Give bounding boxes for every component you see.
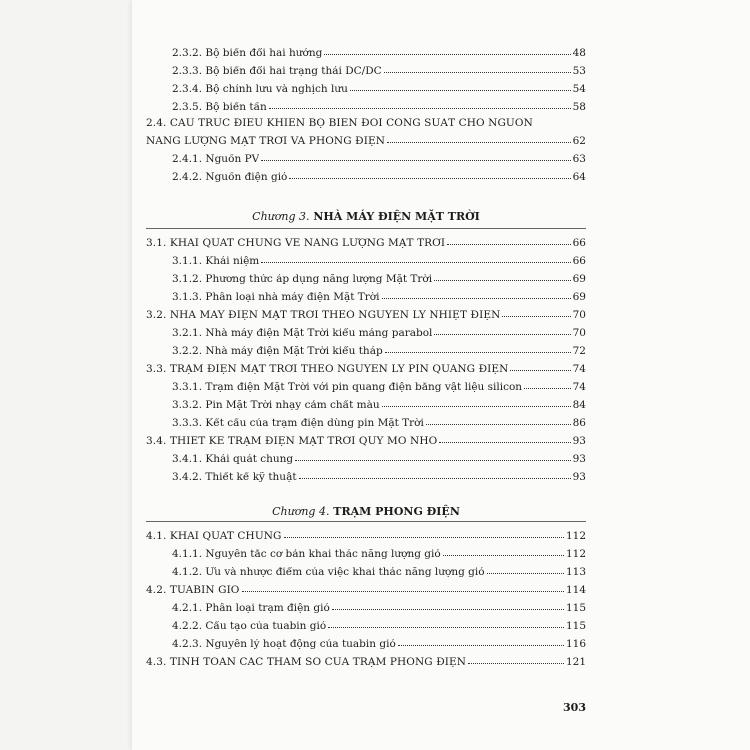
leader-dots xyxy=(242,591,564,592)
toc-entry-title: 3.2. NHÀ MÁY ĐIỆN MẶT TRỜI THEO NGUYÊN LÝ NHIỆT ĐIỆN xyxy=(146,309,501,320)
toc-entry-title: 3.1.2. Phương thức áp dụng năng lượng Mặt Trời xyxy=(172,273,433,284)
toc-entry-title: 3.3.1. Trạm điện Mặt Trời với pin quang điện bằng vật liệu silicon xyxy=(172,381,523,392)
chapter-3-rule xyxy=(146,228,586,229)
toc-entry xyxy=(146,464,586,482)
toc-entry-title: 3.1.1. Khái niệm xyxy=(172,255,260,266)
toc-block-c xyxy=(146,230,586,482)
toc-entry xyxy=(146,410,586,428)
toc-entry-page: 69 xyxy=(572,272,586,285)
toc-entry-page: 70 xyxy=(572,326,586,339)
toc-entry xyxy=(146,541,586,559)
toc-entry xyxy=(146,320,586,338)
toc-entry-title: 2.3.5. Bộ biến tần xyxy=(172,101,267,112)
toc-entry-title: 2.3.3. Bộ biến đổi hai trạng thái DC/DC xyxy=(172,65,382,76)
toc-entry-title: 2.4. CẤU TRÚC ĐIỀU KHIỂN BỘ BIẾN ĐỔI CÔNG SUẤT CHO NGUỒN xyxy=(146,117,533,128)
leader-dots xyxy=(387,142,571,143)
toc-entry-title: 2.3.2. Bộ biến đổi hai hướng xyxy=(172,47,323,58)
chapter-4-rule xyxy=(146,521,586,522)
toc-entry-title: 3.1. KHÁI QUÁT CHUNG VỀ NĂNG LƯỢNG MẶT TRỜI xyxy=(146,237,446,248)
leader-dots xyxy=(434,280,571,281)
toc-entry-page: 121 xyxy=(565,655,586,668)
toc-entry xyxy=(146,559,586,577)
toc-entry xyxy=(146,284,586,302)
toc-entry-page: 72 xyxy=(572,344,586,357)
toc-entry xyxy=(146,523,586,541)
toc-entry-title: 3.4. THIẾT KẾ TRẠM ĐIỆN MẶT TRỜI QUY MÔ NHỎ xyxy=(146,435,438,446)
chapter-prefix: Chương 3. xyxy=(252,210,310,223)
leader-dots xyxy=(443,555,564,556)
toc-entry xyxy=(146,577,586,595)
toc-entry xyxy=(146,146,586,164)
toc-entry-page: 66 xyxy=(572,254,586,267)
toc-entry-page: 53 xyxy=(572,64,586,77)
leader-dots xyxy=(324,54,570,55)
toc-entry-page: 93 xyxy=(572,470,586,483)
toc-entry-title: 2.4.2. Nguồn điện gió xyxy=(172,171,288,182)
toc-entry xyxy=(146,248,586,266)
toc-entry xyxy=(146,631,586,649)
toc-entry-page: 62 xyxy=(572,134,586,147)
chapter-prefix: Chương 4. xyxy=(272,505,330,518)
leader-dots xyxy=(350,90,571,91)
toc-entry-title: 3.2.2. Nhà máy điện Mặt Trời kiểu tháp xyxy=(172,345,383,356)
toc-entry xyxy=(146,230,586,248)
leader-dots xyxy=(524,388,571,389)
toc-entry-page: 112 xyxy=(565,529,586,542)
toc-entry-page: 113 xyxy=(565,565,586,578)
toc-entry xyxy=(146,613,586,631)
page-number: 303 xyxy=(563,701,586,714)
toc-entry-page: 58 xyxy=(572,100,586,113)
toc-entry-page: 63 xyxy=(572,152,586,165)
toc-entry xyxy=(146,392,586,410)
toc-entry-title: 2.4.1. Nguồn PV xyxy=(172,153,260,164)
toc-entry-page: 112 xyxy=(565,547,586,560)
toc-entry-page: 86 xyxy=(572,416,586,429)
toc-entry-page: 74 xyxy=(572,362,586,375)
toc-entry-title: NĂNG LƯỢNG MẶT TRỜI VÀ PHONG ĐIỆN xyxy=(146,135,386,146)
leader-dots xyxy=(328,627,564,628)
chapter-title: TRẠM PHONG ĐIỆN xyxy=(333,505,460,518)
leader-dots xyxy=(382,298,571,299)
chapter-title: NHÀ MÁY ĐIỆN MẶT TRỜI xyxy=(313,210,480,223)
toc-entry-page: 74 xyxy=(572,380,586,393)
toc-entry-title: 4.2.2. Cấu tạo của tuabin gió xyxy=(172,620,327,631)
toc-entry-title: 3.4.1. Khái quát chung xyxy=(172,453,294,464)
toc-entry xyxy=(146,94,586,112)
toc-entry-2-4-line2 xyxy=(146,128,586,146)
leader-dots xyxy=(332,609,564,610)
toc-entry xyxy=(146,446,586,464)
toc-entry-page: 93 xyxy=(572,434,586,447)
leader-dots xyxy=(382,406,571,407)
toc-entry-page: 115 xyxy=(565,619,586,632)
toc-entry-page: 54 xyxy=(572,82,586,95)
toc-entry-2-4-line1 xyxy=(146,112,586,128)
toc-entry-page: 69 xyxy=(572,290,586,303)
leader-dots xyxy=(502,316,570,317)
chapter-4-heading xyxy=(146,505,586,518)
toc-entry xyxy=(146,266,586,284)
toc-entry-title: 2.3.4. Bộ chỉnh lưu và nghịch lưu xyxy=(172,83,348,94)
leader-dots xyxy=(434,334,570,335)
chapter-3-heading xyxy=(146,210,586,223)
toc-entry xyxy=(146,649,586,667)
leader-dots xyxy=(398,645,564,646)
toc-entry-title: 4.2.3. Nguyên lý hoạt động của tuabin gió xyxy=(172,638,396,649)
leader-dots xyxy=(439,442,570,443)
toc-entry-page: 48 xyxy=(572,46,586,59)
leader-dots xyxy=(487,573,564,574)
leader-dots xyxy=(385,352,571,353)
toc-entry-title: 4.2.1. Phân loại trạm điện gió xyxy=(172,602,330,613)
leader-dots xyxy=(289,178,570,179)
toc-entry-page: 84 xyxy=(572,398,586,411)
toc-entry xyxy=(146,164,586,182)
toc-entry-title: 3.1.3. Phân loại nhà máy điện Mặt Trời xyxy=(172,291,380,302)
toc-entry xyxy=(146,595,586,613)
leader-dots xyxy=(261,262,570,263)
toc-entry-title: 3.3. TRẠM ĐIỆN MẶT TRỜI THEO NGUYÊN LÝ PIN QUANG ĐIỆN xyxy=(146,363,509,374)
toc-entry xyxy=(146,374,586,392)
leader-dots xyxy=(299,478,571,479)
leader-dots xyxy=(468,663,564,664)
toc-entry xyxy=(146,58,586,76)
toc-entry xyxy=(146,356,586,374)
toc-entry xyxy=(146,428,586,446)
toc-entry-title: 4.1.2. Ưu và nhược điểm của việc khai thác năng lượng gió xyxy=(172,566,485,577)
toc-block-d xyxy=(146,523,586,667)
toc-entry-page: 114 xyxy=(565,583,586,596)
toc-entry-page: 66 xyxy=(572,236,586,249)
toc-block-a xyxy=(146,40,586,182)
leader-dots xyxy=(261,160,570,161)
toc-entry-title: 3.3.2. Pin Mặt Trời nhạy cảm chất màu xyxy=(172,399,380,410)
toc-entry-page: 70 xyxy=(572,308,586,321)
toc-entry xyxy=(146,302,586,320)
leader-dots xyxy=(447,244,570,245)
leader-dots xyxy=(269,108,571,109)
toc-entry-title: 3.4.2. Thiết kế kỹ thuật xyxy=(172,471,297,482)
toc-entry-title: 3.3.3. Kết cấu của trạm điện dùng pin Mặt Trời xyxy=(172,417,424,428)
leader-dots xyxy=(384,72,571,73)
leader-dots xyxy=(510,370,570,371)
toc-entry xyxy=(146,338,586,356)
toc-entry xyxy=(146,40,586,58)
leader-dots xyxy=(284,537,564,538)
toc-entry-title: 4.3. TÍNH TOÁN CÁC THAM SỐ CỦA TRẠM PHONG ĐIỆN xyxy=(146,656,467,667)
leader-dots xyxy=(295,460,570,461)
toc-entry-title: 4.1.1. Nguyên tắc cơ bản khai thác năng lượng gió xyxy=(172,548,441,559)
toc-entry-title: 4.2. TUABIN GIÓ xyxy=(146,584,240,595)
toc-entry-page: 93 xyxy=(572,452,586,465)
toc-entry-title: 4.1. KHÁI QUÁT CHUNG xyxy=(146,530,282,541)
toc-entry xyxy=(146,76,586,94)
toc-entry-page: 115 xyxy=(565,601,586,614)
leader-dots xyxy=(426,424,571,425)
toc-entry-page: 64 xyxy=(572,170,586,183)
toc-entry-page: 116 xyxy=(565,637,586,650)
toc-entry-title: 3.2.1. Nhà máy điện Mặt Trời kiểu máng parabol xyxy=(172,327,433,338)
